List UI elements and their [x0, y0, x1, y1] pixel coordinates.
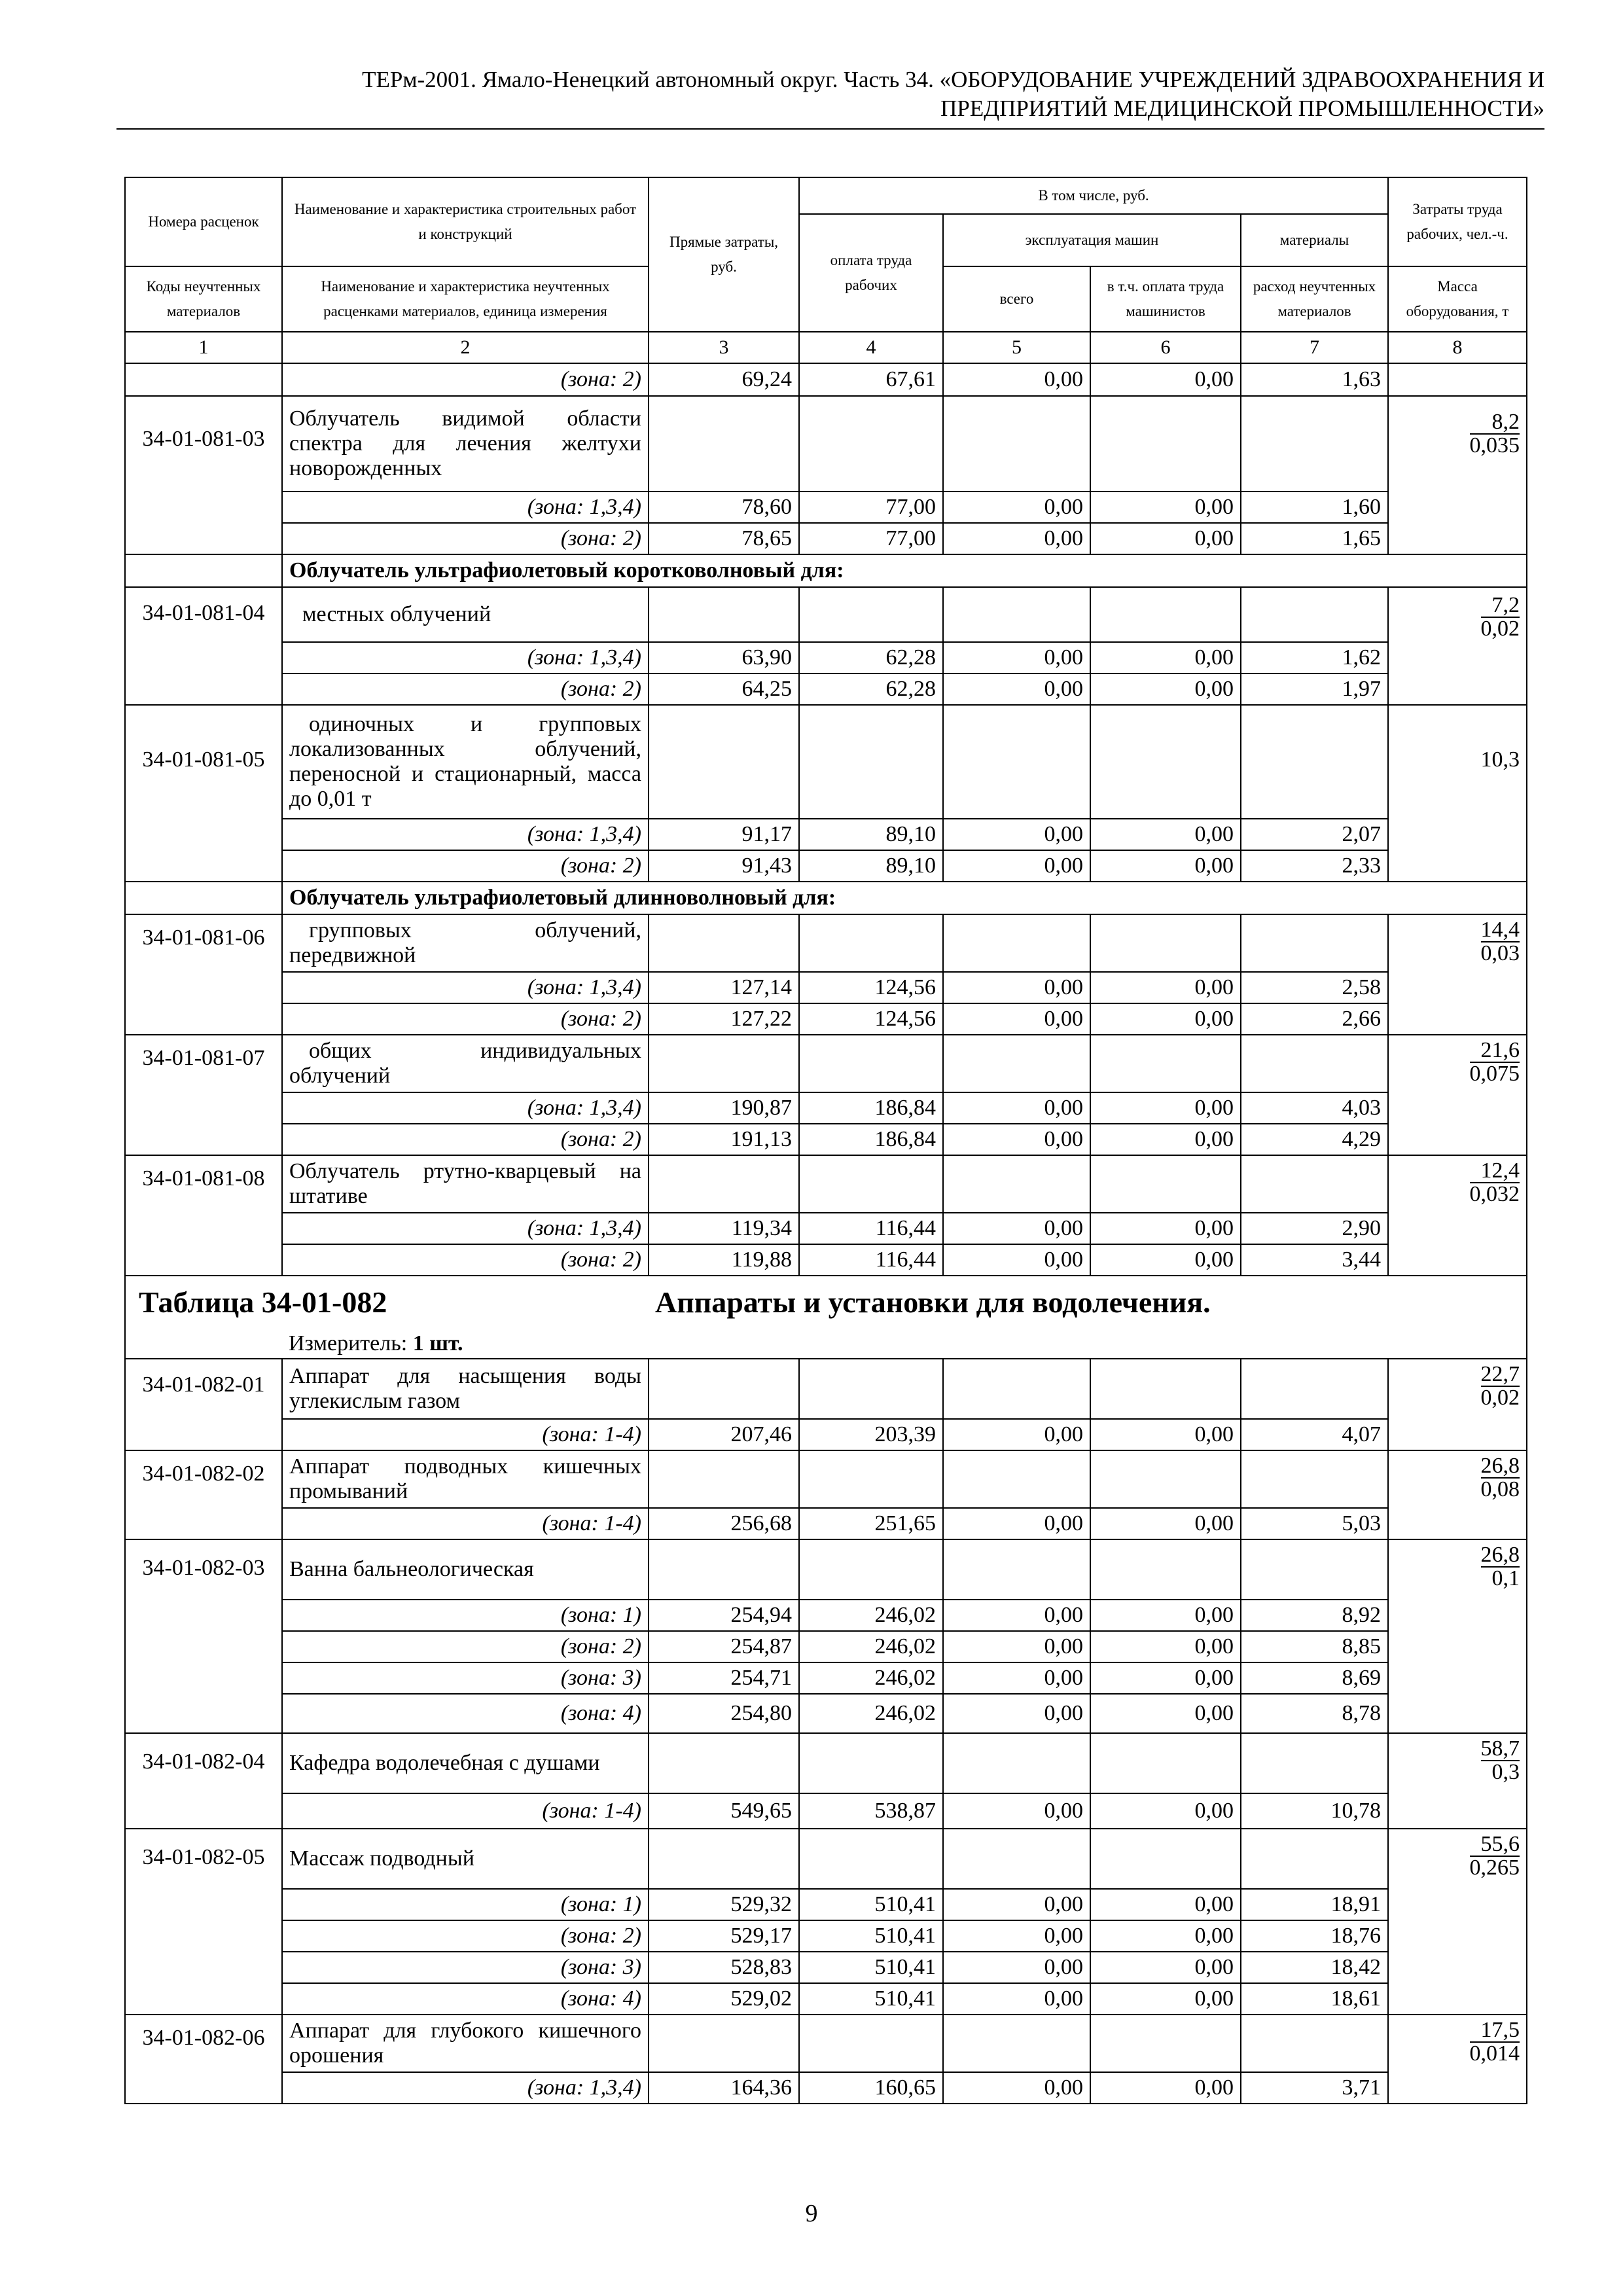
- table-row: [125, 1694, 1527, 1733]
- table-row: [125, 1419, 1527, 1450]
- wages-cost: 246,02: [799, 1694, 943, 1733]
- table-row: [125, 1035, 1527, 1092]
- table-row: [125, 523, 1527, 554]
- th-name-sub: Наименование и характеристика неучтенных расценками материалов, единица измерения: [282, 266, 649, 332]
- materials-cost: 1,97: [1241, 673, 1388, 705]
- th-direct: Прямые затраты, руб.: [649, 177, 799, 332]
- direct-cost: 91,43: [649, 850, 799, 882]
- table-row: [125, 587, 1527, 642]
- work-name: Аппарат для насыщения воды углекислым газом: [282, 1359, 649, 1419]
- measure-row: [125, 1329, 1527, 1359]
- work-name: одиночных и групповых локализованных облучений, переносной и стационарный, масса до 0,01 т: [282, 705, 649, 819]
- table-row: [125, 1359, 1527, 1419]
- direct-cost: 256,68: [649, 1508, 799, 1539]
- machines-cost: 0,00: [943, 1983, 1090, 2015]
- machinist-wages: 0,00: [1090, 2072, 1241, 2104]
- wages-cost: 116,44: [799, 1244, 943, 1276]
- th-machines-total: всего: [943, 266, 1090, 332]
- machines-cost: 0,00: [943, 1952, 1090, 1983]
- colnum-8: 8: [1388, 332, 1527, 363]
- machines-cost: 0,00: [943, 850, 1090, 882]
- mass-value: 0,035: [1469, 433, 1520, 457]
- zone-label: (зона: 1,3,4): [282, 2072, 649, 2104]
- work-name: Аппарат подводных кишечных промываний: [282, 1450, 649, 1508]
- machines-cost: 0,00: [943, 673, 1090, 705]
- work-name: общих индивидуальных облучений: [282, 1035, 649, 1092]
- table-title: Аппараты и установки для водолечения.: [649, 1276, 1527, 1329]
- labor-mass-fraction: [1481, 919, 1520, 965]
- labor-mass-fraction: [1470, 1833, 1520, 1879]
- labor-value: 21,6: [1470, 1039, 1520, 1063]
- labor-value: 22,7: [1480, 1362, 1520, 1386]
- th-materials: материалы: [1241, 214, 1388, 266]
- machines-cost: 0,00: [943, 363, 1090, 396]
- machinist-wages: 0,00: [1090, 1124, 1241, 1155]
- machines-cost: 0,00: [943, 1793, 1090, 1829]
- mass-value: 0,03: [1480, 941, 1520, 965]
- machinist-wages: 0,00: [1090, 1889, 1241, 1920]
- machinist-wages: 0,00: [1090, 1213, 1241, 1244]
- table-row: [125, 1793, 1527, 1829]
- table-row: [125, 1155, 1527, 1213]
- zone-label: (зона: 2): [282, 1631, 649, 1662]
- header-rule: [116, 128, 1544, 130]
- rate-code: 34-01-082-03: [125, 1539, 282, 1733]
- th-labor: Затраты труда рабочих, чел.-ч.: [1388, 177, 1527, 266]
- direct-cost: 164,36: [649, 2072, 799, 2104]
- materials-cost: 1,62: [1241, 642, 1388, 673]
- machinist-wages: 0,00: [1090, 1983, 1241, 2015]
- th-machines-wages: в т.ч. оплата труда машинистов: [1090, 266, 1241, 332]
- section-heading: Облучатель ультрафиолетовый длинноволновый для:: [282, 882, 1527, 914]
- colnum-5: 5: [943, 332, 1090, 363]
- machinist-wages: 0,00: [1090, 1003, 1241, 1035]
- table-row: [125, 1539, 1527, 1600]
- machines-cost: 0,00: [943, 1694, 1090, 1733]
- table-row: [125, 642, 1527, 673]
- labor-mass-fraction: [1470, 1160, 1520, 1206]
- wages-cost: 186,84: [799, 1124, 943, 1155]
- rate-code: 34-01-082-01: [125, 1359, 282, 1450]
- materials-cost: 2,90: [1241, 1213, 1388, 1244]
- zone-label: (зона: 2): [282, 1003, 649, 1035]
- machinist-wages: 0,00: [1090, 363, 1241, 396]
- materials-cost: 8,78: [1241, 1694, 1388, 1733]
- labor-value: 8,2: [1470, 411, 1520, 435]
- table-row: [125, 1983, 1527, 2015]
- machinist-wages: 0,00: [1090, 1662, 1241, 1694]
- machines-cost: 0,00: [943, 819, 1090, 850]
- labor-value: 58,7: [1480, 1736, 1520, 1761]
- table-row: [125, 2072, 1527, 2104]
- direct-cost: 529,32: [649, 1889, 799, 1920]
- machinist-wages: 0,00: [1090, 1244, 1241, 1276]
- wages-cost: 77,00: [799, 492, 943, 523]
- machinist-wages: 0,00: [1090, 1508, 1241, 1539]
- labor-mass-fraction: [1470, 2019, 1520, 2065]
- table-title-row: [125, 1276, 1527, 1329]
- rate-code: 34-01-082-04: [125, 1733, 282, 1829]
- materials-cost: 1,63: [1241, 363, 1388, 396]
- rate-code: 34-01-081-03: [125, 396, 282, 554]
- machines-cost: 0,00: [943, 1920, 1090, 1952]
- zone-label: (зона: 1,3,4): [282, 972, 649, 1003]
- machinist-wages: 0,00: [1090, 1920, 1241, 1952]
- th-name: Наименование и характеристика строительных работ и конструкций: [282, 177, 649, 266]
- machines-cost: 0,00: [943, 642, 1090, 673]
- materials-cost: 2,58: [1241, 972, 1388, 1003]
- labor-value: 26,8: [1480, 1543, 1520, 1567]
- materials-cost: 3,44: [1241, 1244, 1388, 1276]
- mass-value: 0,3: [1491, 1760, 1520, 1784]
- materials-cost: 2,07: [1241, 819, 1388, 850]
- zone-label: (зона: 1-4): [282, 1419, 649, 1450]
- direct-cost: 254,71: [649, 1662, 799, 1694]
- machinist-wages: 0,00: [1090, 1600, 1241, 1631]
- table-row: [125, 1600, 1527, 1631]
- labor-value: 17,5: [1470, 2019, 1520, 2043]
- zone-label: (зона: 1,3,4): [282, 819, 649, 850]
- rate-code: 34-01-081-05: [125, 705, 282, 882]
- table-row: [125, 1952, 1527, 1983]
- wages-cost: 538,87: [799, 1793, 943, 1829]
- zone-label: (зона: 4): [282, 1983, 649, 2015]
- machines-cost: 0,00: [943, 972, 1090, 1003]
- direct-cost: 254,94: [649, 1600, 799, 1631]
- colnum-4: 4: [799, 332, 943, 363]
- machinist-wages: 0,00: [1090, 819, 1241, 850]
- zone-label: (зона: 1): [282, 1600, 649, 1631]
- zone-label: (зона: 2): [282, 1920, 649, 1952]
- direct-cost: 207,46: [649, 1419, 799, 1450]
- work-name: местных облучений: [282, 587, 649, 642]
- zone-label: (зона: 1,3,4): [282, 1092, 649, 1124]
- materials-cost: 2,33: [1241, 850, 1388, 882]
- rate-code: 34-01-081-08: [125, 1155, 282, 1276]
- materials-cost: 8,85: [1241, 1631, 1388, 1662]
- machines-cost: 0,00: [943, 1419, 1090, 1450]
- table-row: [125, 492, 1527, 523]
- table-row: [125, 1092, 1527, 1124]
- table-row: [125, 1450, 1527, 1508]
- labor-mass-fraction: [1481, 1455, 1520, 1501]
- direct-cost: 191,13: [649, 1124, 799, 1155]
- table-row: [125, 673, 1527, 705]
- direct-cost: 529,02: [649, 1983, 799, 2015]
- direct-cost: 190,87: [649, 1092, 799, 1124]
- rate-code: 34-01-082-05: [125, 1829, 282, 2015]
- colnum-1: 1: [125, 332, 282, 363]
- direct-cost: 78,60: [649, 492, 799, 523]
- wages-cost: 124,56: [799, 1003, 943, 1035]
- direct-cost: 529,17: [649, 1920, 799, 1952]
- mass-value: 0,075: [1469, 1062, 1520, 1086]
- table-row: [125, 363, 1527, 396]
- machinist-wages: 0,00: [1090, 1631, 1241, 1662]
- table-row: [125, 1662, 1527, 1694]
- zone-label: (зона: 3): [282, 1662, 649, 1694]
- header-line-1: ТЕРм-2001. Ямало-Ненецкий автономный округ. Часть 34. «ОБОРУДОВАНИЕ УЧРЕЖДЕНИЙ ЗДРАВООХРАНЕНИЯ И: [362, 67, 1544, 92]
- materials-cost: 18,61: [1241, 1983, 1388, 2015]
- work-name: Облучатель ртутно-кварцевый на штативе: [282, 1155, 649, 1213]
- colnum-2: 2: [282, 332, 649, 363]
- zone-label: (зона: 1-4): [282, 1793, 649, 1829]
- th-wages: оплата труда рабочих: [799, 214, 943, 332]
- materials-cost: 4,03: [1241, 1092, 1388, 1124]
- table-row: [125, 1213, 1527, 1244]
- table-row: [125, 1003, 1527, 1035]
- rate-code: 34-01-081-04: [125, 587, 282, 705]
- running-header: [116, 65, 1544, 123]
- work-name: Кафедра водолечебная с душами: [282, 1733, 649, 1793]
- machinist-wages: 0,00: [1090, 972, 1241, 1003]
- materials-cost: 18,76: [1241, 1920, 1388, 1952]
- materials-cost: 8,92: [1241, 1600, 1388, 1631]
- machinist-wages: 0,00: [1090, 642, 1241, 673]
- labor-mass-fraction: [1481, 1738, 1520, 1784]
- mass-value: 0,032: [1469, 1182, 1520, 1206]
- materials-cost: 1,65: [1241, 523, 1388, 554]
- direct-cost: 64,25: [649, 673, 799, 705]
- page-number: 9: [805, 2200, 818, 2227]
- section-row: [125, 882, 1527, 914]
- table-row: [125, 2015, 1527, 2072]
- wages-cost: 251,65: [799, 1508, 943, 1539]
- work-name: Массаж подводный: [282, 1829, 649, 1889]
- wages-cost: 510,41: [799, 1952, 943, 1983]
- column-numbers-row: [125, 332, 1527, 363]
- machinist-wages: 0,00: [1090, 1092, 1241, 1124]
- colnum-3: 3: [649, 332, 799, 363]
- labor-value: 55,6: [1470, 1833, 1520, 1857]
- direct-cost: 254,80: [649, 1694, 799, 1733]
- measure-unit: [282, 1329, 1527, 1359]
- th-materials-sub: расход неучтенных материалов: [1241, 266, 1388, 332]
- rates-table: [124, 177, 1527, 2104]
- labor-value: 10,3: [1388, 705, 1527, 882]
- machinist-wages: 0,00: [1090, 850, 1241, 882]
- zone-label: (зона: 2): [282, 1244, 649, 1276]
- machinist-wages: 0,00: [1090, 1694, 1241, 1733]
- direct-cost: 119,88: [649, 1244, 799, 1276]
- wages-cost: 246,02: [799, 1662, 943, 1694]
- materials-cost: 4,29: [1241, 1124, 1388, 1155]
- th-incl: В том числе, руб.: [799, 177, 1388, 214]
- machines-cost: 0,00: [943, 1631, 1090, 1662]
- zone-label: (зона: 2): [282, 523, 649, 554]
- table-row: [125, 1733, 1527, 1793]
- zone-label: (зона: 4): [282, 1694, 649, 1733]
- wages-cost: 89,10: [799, 819, 943, 850]
- mass-value: 0,014: [1469, 2041, 1520, 2066]
- labor-mass-fraction: [1481, 1544, 1520, 1590]
- rate-code: 34-01-081-07: [125, 1035, 282, 1155]
- direct-cost: 91,17: [649, 819, 799, 850]
- work-name: групповых облучений, передвижной: [282, 914, 649, 972]
- mass-value: 0,02: [1480, 617, 1520, 641]
- zone-label: (зона: 1,3,4): [282, 642, 649, 673]
- zone-label: (зона: 2): [282, 673, 649, 705]
- machines-cost: 0,00: [943, 1124, 1090, 1155]
- wages-cost: 89,10: [799, 850, 943, 882]
- rate-code: 34-01-082-02: [125, 1450, 282, 1539]
- table-row: [125, 972, 1527, 1003]
- labor-value: 14,4: [1480, 918, 1520, 942]
- header-line-2: ПРЕДПРИЯТИЙ МЕДИЦИНСКОЙ ПРОМЫШЛЕННОСТИ»: [940, 96, 1544, 121]
- table-row: [125, 850, 1527, 882]
- direct-cost: 254,87: [649, 1631, 799, 1662]
- zone-label: (зона: 2): [282, 1124, 649, 1155]
- zone-label: (зона: 1): [282, 1889, 649, 1920]
- direct-cost: 528,83: [649, 1952, 799, 1983]
- wages-cost: 203,39: [799, 1419, 943, 1450]
- th-machines: эксплуатация машин: [943, 214, 1241, 266]
- labor-mass-fraction: [1470, 411, 1520, 457]
- wages-cost: 160,65: [799, 2072, 943, 2104]
- machines-cost: 0,00: [943, 492, 1090, 523]
- table-row: [125, 819, 1527, 850]
- materials-cost: 4,07: [1241, 1419, 1388, 1450]
- machines-cost: 0,00: [943, 1003, 1090, 1035]
- labor-mass-fraction: [1470, 1039, 1520, 1085]
- zone-label: (зона: 3): [282, 1952, 649, 1983]
- table-row: [125, 1244, 1527, 1276]
- colnum-6: 6: [1090, 332, 1241, 363]
- machines-cost: 0,00: [943, 1600, 1090, 1631]
- section-heading: Облучатель ультрафиолетовый коротковолновый для:: [282, 554, 1527, 587]
- wages-cost: 186,84: [799, 1092, 943, 1124]
- machinist-wages: 0,00: [1090, 523, 1241, 554]
- table-row: [125, 1889, 1527, 1920]
- section-row: [125, 554, 1527, 587]
- labor-mass-fraction: [1481, 1363, 1520, 1409]
- table-row: [125, 1829, 1527, 1889]
- wages-cost: 510,41: [799, 1983, 943, 2015]
- measure-value: 1 шт.: [412, 1331, 463, 1355]
- labor-mass-fraction: [1481, 594, 1520, 640]
- machines-cost: 0,00: [943, 1213, 1090, 1244]
- zone-label: (зона: 2): [282, 850, 649, 882]
- wages-cost: 246,02: [799, 1631, 943, 1662]
- direct-cost: 119,34: [649, 1213, 799, 1244]
- materials-cost: 1,60: [1241, 492, 1388, 523]
- direct-cost: 549,65: [649, 1793, 799, 1829]
- machinist-wages: 0,00: [1090, 1793, 1241, 1829]
- mass-value: 0,08: [1480, 1477, 1520, 1501]
- materials-cost: 18,91: [1241, 1889, 1388, 1920]
- table-row: [125, 1508, 1527, 1539]
- measure-label: Измеритель:: [289, 1331, 408, 1355]
- machines-cost: 0,00: [943, 2072, 1090, 2104]
- th-codes: Номера расценок: [125, 177, 282, 266]
- machines-cost: 0,00: [943, 1092, 1090, 1124]
- mass-value: 0,1: [1491, 1566, 1520, 1590]
- materials-cost: 10,78: [1241, 1793, 1388, 1829]
- materials-cost: 8,69: [1241, 1662, 1388, 1694]
- materials-cost: 18,42: [1241, 1952, 1388, 1983]
- zone-label: (зона: 1-4): [282, 1508, 649, 1539]
- table-row: [125, 1124, 1527, 1155]
- wages-cost: 116,44: [799, 1213, 943, 1244]
- direct-cost: 127,14: [649, 972, 799, 1003]
- table-row: [125, 1631, 1527, 1662]
- table-row: [125, 705, 1527, 819]
- direct-cost: 78,65: [649, 523, 799, 554]
- table-row: [125, 396, 1527, 492]
- wages-cost: 67,61: [799, 363, 943, 396]
- mass-value: 0,265: [1469, 1856, 1520, 1880]
- machinist-wages: 0,00: [1090, 492, 1241, 523]
- materials-cost: 5,03: [1241, 1508, 1388, 1539]
- work-name: Облучатель видимой области спектра для лечения желтухи новорожденных: [282, 396, 649, 492]
- rate-code: 34-01-082-06: [125, 2015, 282, 2104]
- machinist-wages: 0,00: [1090, 1419, 1241, 1450]
- labor-value: 7,2: [1481, 594, 1520, 618]
- rate-code: 34-01-081-06: [125, 914, 282, 1035]
- th-codes-sub: Коды неучтенных материалов: [125, 266, 282, 332]
- materials-cost: 2,66: [1241, 1003, 1388, 1035]
- colnum-7: 7: [1241, 332, 1388, 363]
- materials-cost: 3,71: [1241, 2072, 1388, 2104]
- machines-cost: 0,00: [943, 1244, 1090, 1276]
- labor-value: 26,8: [1480, 1454, 1520, 1478]
- zone-label: (зона: 1,3,4): [282, 492, 649, 523]
- wages-cost: 124,56: [799, 972, 943, 1003]
- wages-cost: 510,41: [799, 1889, 943, 1920]
- zone-label: (зона: 2): [282, 363, 649, 396]
- wages-cost: 77,00: [799, 523, 943, 554]
- machines-cost: 0,00: [943, 523, 1090, 554]
- machinist-wages: 0,00: [1090, 1952, 1241, 1983]
- wages-cost: 62,28: [799, 673, 943, 705]
- zone-label: (зона: 1,3,4): [282, 1213, 649, 1244]
- mass-value: 0,02: [1480, 1386, 1520, 1410]
- direct-cost: 127,22: [649, 1003, 799, 1035]
- direct-cost: 69,24: [649, 363, 799, 396]
- th-mass: Масса оборудования, т: [1388, 266, 1527, 332]
- machines-cost: 0,00: [943, 1889, 1090, 1920]
- table-row: [125, 1920, 1527, 1952]
- table-row: [125, 914, 1527, 972]
- work-name: Ванна бальнеологическая: [282, 1539, 649, 1600]
- table-number: Таблица 34-01-082: [125, 1276, 649, 1329]
- labor-value: 12,4: [1470, 1160, 1520, 1183]
- wages-cost: 62,28: [799, 642, 943, 673]
- machines-cost: 0,00: [943, 1662, 1090, 1694]
- work-name: Аппарат для глубокого кишечного орошения: [282, 2015, 649, 2072]
- direct-cost: 63,90: [649, 642, 799, 673]
- machinist-wages: 0,00: [1090, 673, 1241, 705]
- machines-cost: 0,00: [943, 1508, 1090, 1539]
- wages-cost: 510,41: [799, 1920, 943, 1952]
- wages-cost: 246,02: [799, 1600, 943, 1631]
